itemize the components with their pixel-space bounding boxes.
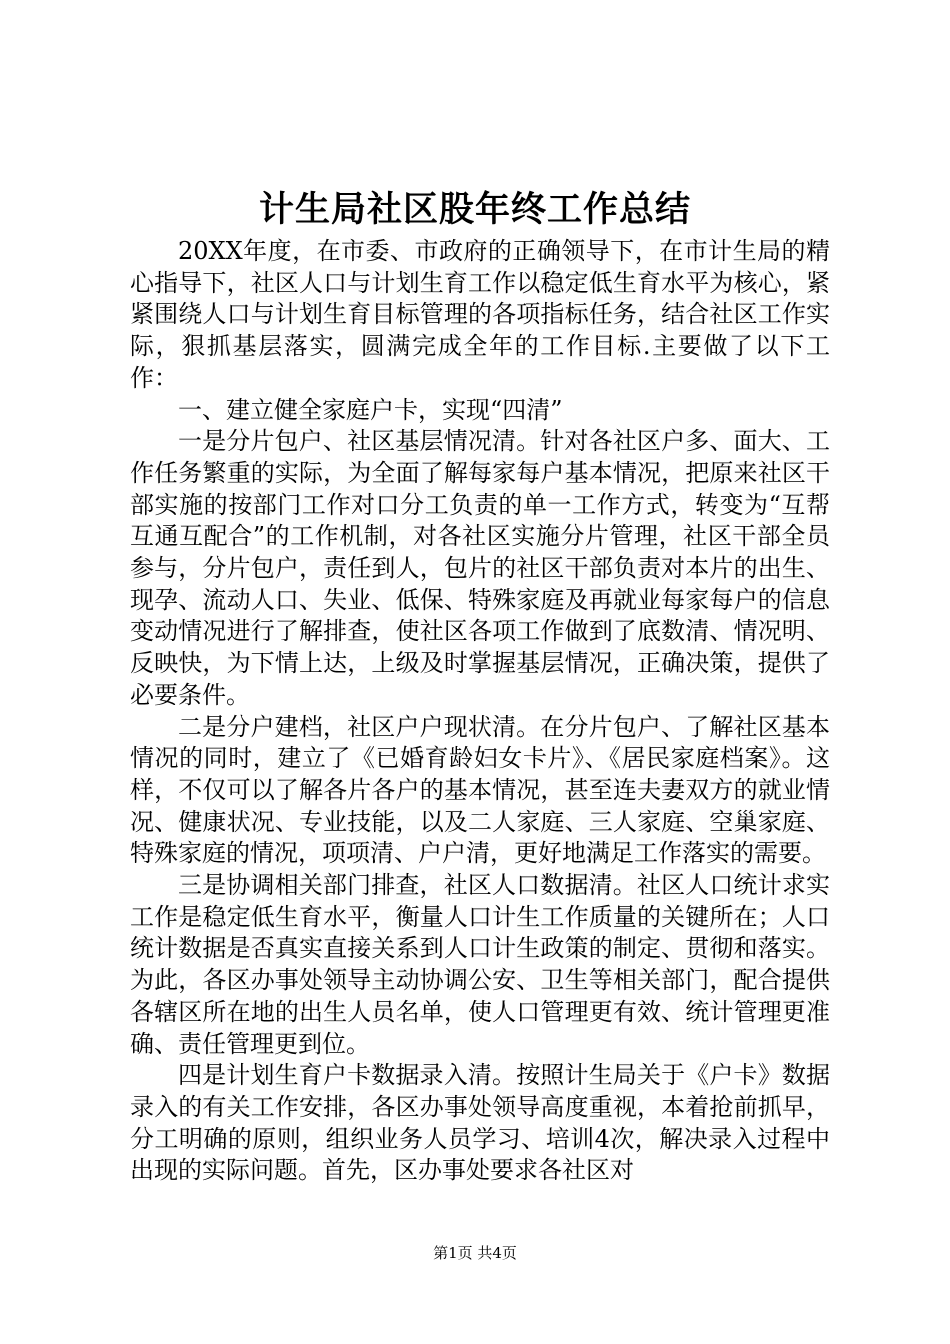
- body-paragraph: 一是分片包户、社区基层情况清。针对各社区户多、面大、工作任务繁重的实际，为全面了解每家每户基本情况，把原来社区干部实施的按部门工作对口分工负责的单一工作方式，转变为“互帮互通互配合”的工作机制，对各社区实施分片管理，社区干部全员参与，分片包户，责任到人，包片的社区干部负责对本片的出生、现孕、流动人口、失业、低保、特殊家庭及再就业每家每户的信息变动情况进行了解排查，使社区各项工作做到了底数清、情况明、反映快，为下情上达，上级及时掌握基层情况，正确决策，提供了必要条件。: [130, 427, 830, 709]
- body-paragraph: 二是分户建档，社区户户现状清。在分片包户、了解社区基本情况的同时，建立了《已婚育龄妇女卡片》、《居民家庭档案》。这样，不仅可以了解各片各户的基本情况，甚至连夫妻双方的就业情况、健康状况、专业技能，以及二人家庭、三人家庭、空巢家庭、特殊家庭的情况，项项清、户户清，更好地满足工作落实的需要。: [130, 712, 830, 868]
- body-paragraph: 三是协调相关部门排查，社区人口数据清。社区人口统计求实工作是稳定低生育水平，衡量人口计生工作质量的关键所在；人口统计数据是否真实直接关系到人口计生政策的制定、贯彻和落实。为此，各区办事处领导主动协调公安、卫生等相关部门，配合提供各辖区所在地的出生人员名单，使人口管理更有效、统计管理更准确、责任管理更到位。: [130, 871, 830, 1058]
- document-title: 计生局社区股年终工作总结: [258, 189, 691, 230]
- body-paragraph: 四是计划生育户卡数据录入清。按照计生局关于《户卡》数据录入的有关工作安排，各区办事处领导高度重视，本着抢前抓早，分工明确的原则，组织业务人员学习、培训4次，解决录入过程中出现的实际问题。首先，区办事处要求各社区对: [130, 1061, 830, 1185]
- page-number-footer: 第1页 共4页: [433, 1244, 517, 1262]
- section-heading: 一、建立健全家庭户卡，实现“四清”: [178, 395, 563, 424]
- intro-paragraph: 20XX年度，在市委、市政府的正确领导下，在市计生局的精心指导下，社区人口与计划生育工作以稳定低生育水平为核心，紧紧围绕人口与计划生育目标管理的各项指标任务，结合社区工作实际，狠抓基层落实，圆满完成全年的工作目标.主要做了以下工作：: [130, 237, 830, 392]
- document-body: [130, 236, 830, 1187]
